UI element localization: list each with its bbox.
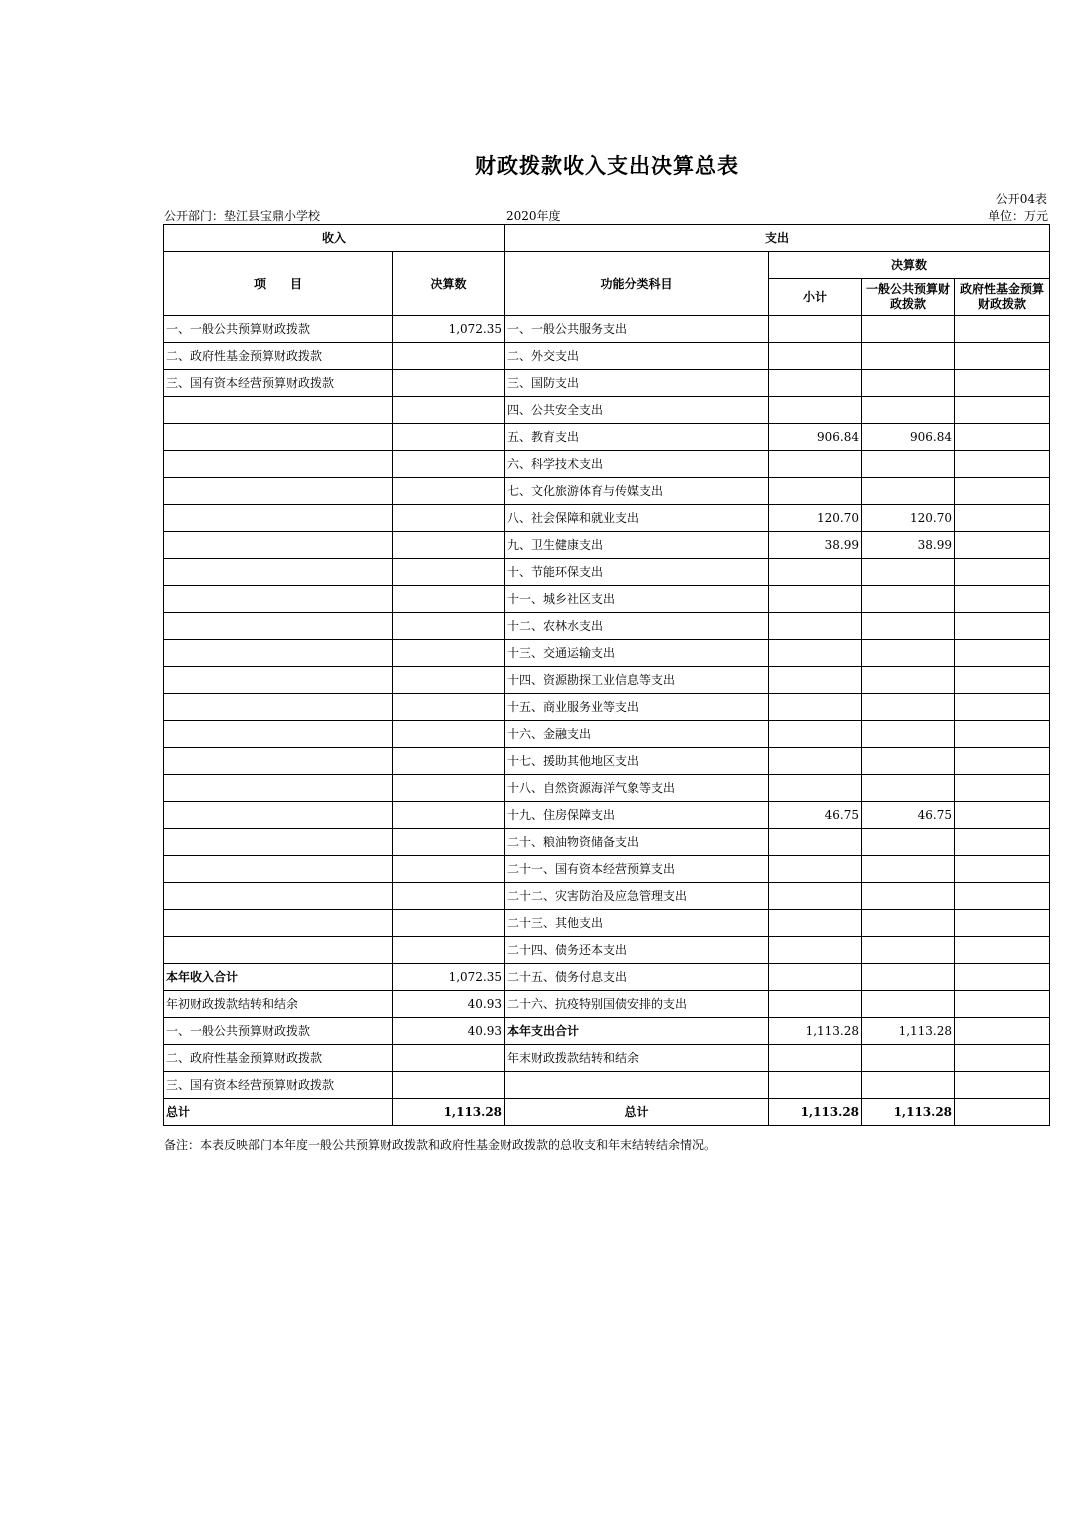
row-amount: [393, 748, 505, 775]
row-general: [862, 586, 955, 613]
row-amount: [393, 370, 505, 397]
table-code: 公开04表: [995, 192, 1047, 206]
row-subtotal: [769, 667, 862, 694]
row-fund: [955, 505, 1050, 532]
finance-table: [163, 224, 1050, 1126]
row-category: 八、社会保障和就业支出: [505, 505, 769, 532]
total-category: 总计: [505, 1099, 769, 1126]
row-subtotal: [769, 748, 862, 775]
row-fund: [955, 694, 1050, 721]
row-category: 十一、城乡社区支出: [505, 586, 769, 613]
row-fund: [955, 478, 1050, 505]
row-item: [164, 694, 393, 721]
table-row: [164, 478, 1050, 505]
row-item: [164, 937, 393, 964]
row-item: [164, 532, 393, 559]
row-item: 三、国有资本经营预算财政拨款: [164, 370, 393, 397]
row-category: 十七、援助其他地区支出: [505, 748, 769, 775]
table-row: [164, 910, 1050, 937]
row-subtotal: [769, 883, 862, 910]
row-general: [862, 478, 955, 505]
row-category: 二十六、抗疫特别国债安排的支出: [505, 991, 769, 1018]
row-subtotal: [769, 343, 862, 370]
row-category: 本年支出合计: [505, 1018, 769, 1045]
row-general: [862, 559, 955, 586]
row-item: 三、国有资本经营预算财政拨款: [164, 1072, 393, 1099]
row-category: 三、国防支出: [505, 370, 769, 397]
row-fund: [955, 883, 1050, 910]
row-general: [862, 991, 955, 1018]
table-row: [164, 748, 1050, 775]
expense-header: 支出: [505, 225, 1050, 252]
row-fund: [955, 613, 1050, 640]
total-fund: [955, 1099, 1050, 1126]
row-general: [862, 856, 955, 883]
row-general: [862, 694, 955, 721]
row-item: [164, 775, 393, 802]
row-category: 一、一般公共服务支出: [505, 316, 769, 343]
row-category: 二十三、其他支出: [505, 910, 769, 937]
row-fund: [955, 748, 1050, 775]
row-item: 二、政府性基金预算财政拨款: [164, 343, 393, 370]
row-item: [164, 883, 393, 910]
table-row: [164, 505, 1050, 532]
table-row: [164, 802, 1050, 829]
row-fund: [955, 586, 1050, 613]
row-general: [862, 397, 955, 424]
row-category: 四、公共安全支出: [505, 397, 769, 424]
row-fund: [955, 451, 1050, 478]
row-general: [862, 451, 955, 478]
row-fund: [955, 802, 1050, 829]
row-amount: 40.93: [393, 1018, 505, 1045]
row-amount: [393, 856, 505, 883]
row-subtotal: [769, 775, 862, 802]
row-fund: [955, 1072, 1050, 1099]
row-subtotal: [769, 451, 862, 478]
row-item: [164, 667, 393, 694]
row-category: 二十二、灾害防治及应急管理支出: [505, 883, 769, 910]
row-fund: [955, 964, 1050, 991]
row-general: 1,113.28: [862, 1018, 955, 1045]
row-item: [164, 748, 393, 775]
row-amount: [393, 721, 505, 748]
table-row: [164, 613, 1050, 640]
table-row: [164, 397, 1050, 424]
row-fund: [955, 721, 1050, 748]
row-amount: 1,072.35: [393, 964, 505, 991]
row-amount: [393, 883, 505, 910]
row-amount: [393, 640, 505, 667]
row-item: 年初财政拨款结转和结余: [164, 991, 393, 1018]
row-subtotal: [769, 721, 862, 748]
row-amount: [393, 559, 505, 586]
row-amount: [393, 1072, 505, 1099]
table-row: [164, 316, 1050, 343]
item-header: 项 目: [164, 252, 393, 316]
total-item: 总计: [164, 1099, 393, 1126]
row-item: 本年收入合计: [164, 964, 393, 991]
row-general: [862, 613, 955, 640]
row-amount: [393, 397, 505, 424]
row-category: 十三、交通运输支出: [505, 640, 769, 667]
subtotal-header: 小计: [769, 279, 862, 316]
row-item: [164, 910, 393, 937]
table-row: [164, 667, 1050, 694]
row-category: 二十、粮油物资储备支出: [505, 829, 769, 856]
row-category: 五、教育支出: [505, 424, 769, 451]
row-subtotal: [769, 640, 862, 667]
row-general: [862, 343, 955, 370]
row-subtotal: [769, 586, 862, 613]
row-category: [505, 1072, 769, 1099]
row-amount: [393, 451, 505, 478]
row-fund: [955, 829, 1050, 856]
row-subtotal: [769, 964, 862, 991]
row-fund: [955, 424, 1050, 451]
row-general: 46.75: [862, 802, 955, 829]
row-subtotal: [769, 559, 862, 586]
unit-label: 单位：万元: [987, 209, 1048, 223]
row-general: [862, 1072, 955, 1099]
footnote: 备注：本表反映部门本年度一般公共预算财政拨款和政府性基金财政拨款的总收支和年末结转结余情况。: [164, 1138, 717, 1152]
row-category: 六、科学技术支出: [505, 451, 769, 478]
row-amount: [393, 532, 505, 559]
row-category: 十二、农林水支出: [505, 613, 769, 640]
table-row: [164, 991, 1050, 1018]
table-row: [164, 586, 1050, 613]
row-category: 七、文化旅游体育与传媒支出: [505, 478, 769, 505]
row-item: [164, 802, 393, 829]
row-general: [862, 640, 955, 667]
row-item: [164, 640, 393, 667]
row-subtotal: [769, 856, 862, 883]
row-general: [862, 667, 955, 694]
row-category: 十四、资源勘探工业信息等支出: [505, 667, 769, 694]
table-row: [164, 451, 1050, 478]
total-general: 1,113.28: [862, 1099, 955, 1126]
category-header: 功能分类科目: [505, 252, 769, 316]
row-category: 二、外交支出: [505, 343, 769, 370]
department-label: 公开部门：垫江县宝鼎小学校: [164, 209, 321, 223]
row-subtotal: 120.70: [769, 505, 862, 532]
table-row: [164, 937, 1050, 964]
table-row: [164, 856, 1050, 883]
row-amount: [393, 424, 505, 451]
row-category: 二十四、债务还本支出: [505, 937, 769, 964]
table-row: [164, 775, 1050, 802]
row-item: [164, 856, 393, 883]
table-row: [164, 964, 1050, 991]
row-item: [164, 424, 393, 451]
row-item: [164, 613, 393, 640]
row-subtotal: [769, 1045, 862, 1072]
row-amount: [393, 802, 505, 829]
row-fund: [955, 343, 1050, 370]
row-fund: [955, 640, 1050, 667]
row-category: 十五、商业服务业等支出: [505, 694, 769, 721]
row-general: 906.84: [862, 424, 955, 451]
row-subtotal: 906.84: [769, 424, 862, 451]
row-general: 38.99: [862, 532, 955, 559]
row-subtotal: [769, 370, 862, 397]
row-subtotal: [769, 397, 862, 424]
header-row-1: [164, 225, 1050, 252]
table-row: [164, 694, 1050, 721]
row-category: 二十五、债务付息支出: [505, 964, 769, 991]
row-amount: [393, 829, 505, 856]
row-category: 年末财政拨款结转和结余: [505, 1045, 769, 1072]
total-subtotal: 1,113.28: [769, 1099, 862, 1126]
row-item: [164, 721, 393, 748]
row-subtotal: 1,113.28: [769, 1018, 862, 1045]
table-row: [164, 532, 1050, 559]
row-general: [862, 829, 955, 856]
amount-header: 决算数: [393, 252, 505, 316]
table-body: [164, 316, 1050, 1099]
header-row-2: [164, 252, 1050, 279]
row-fund: [955, 856, 1050, 883]
table-row: [164, 640, 1050, 667]
row-item: [164, 505, 393, 532]
table-row: [164, 1072, 1050, 1099]
table-row: [164, 721, 1050, 748]
row-amount: [393, 694, 505, 721]
table-row: [164, 559, 1050, 586]
row-subtotal: [769, 829, 862, 856]
row-amount: 1,072.35: [393, 316, 505, 343]
row-category: 十八、自然资源海洋气象等支出: [505, 775, 769, 802]
table-row: [164, 343, 1050, 370]
row-fund: [955, 370, 1050, 397]
row-item: [164, 478, 393, 505]
general-budget-header: 一般公共预算财政拨款: [862, 279, 955, 316]
row-fund: [955, 559, 1050, 586]
table-row: [164, 883, 1050, 910]
row-general: [862, 721, 955, 748]
table-row: [164, 424, 1050, 451]
row-fund: [955, 775, 1050, 802]
row-fund: [955, 937, 1050, 964]
row-amount: [393, 586, 505, 613]
row-subtotal: [769, 694, 862, 721]
row-amount: [393, 478, 505, 505]
row-amount: [393, 667, 505, 694]
table-row: [164, 1018, 1050, 1045]
row-item: 二、政府性基金预算财政拨款: [164, 1045, 393, 1072]
row-general: [862, 964, 955, 991]
row-general: [862, 748, 955, 775]
row-general: [862, 316, 955, 343]
row-general: [862, 910, 955, 937]
row-amount: [393, 613, 505, 640]
row-subtotal: 38.99: [769, 532, 862, 559]
row-general: 120.70: [862, 505, 955, 532]
row-amount: [393, 1045, 505, 1072]
row-fund: [955, 991, 1050, 1018]
table-row: [164, 829, 1050, 856]
row-subtotal: [769, 991, 862, 1018]
row-subtotal: [769, 937, 862, 964]
row-item: [164, 586, 393, 613]
row-category: 二十一、国有资本经营预算支出: [505, 856, 769, 883]
row-fund: [955, 1045, 1050, 1072]
row-amount: [393, 910, 505, 937]
row-fund: [955, 316, 1050, 343]
row-general: [862, 370, 955, 397]
row-general: [862, 937, 955, 964]
table-row: [164, 370, 1050, 397]
meta-row: [164, 207, 1048, 223]
row-amount: 40.93: [393, 991, 505, 1018]
final-amount-header: 决算数: [769, 252, 1050, 279]
row-item: [164, 829, 393, 856]
row-amount: [393, 775, 505, 802]
row-amount: [393, 505, 505, 532]
page-title: 财政拨款收入支出决算总表: [475, 153, 739, 178]
row-category: 十九、住房保障支出: [505, 802, 769, 829]
row-category: 十六、金融支出: [505, 721, 769, 748]
row-item: 一、一般公共预算财政拨款: [164, 1018, 393, 1045]
year-label: 2020年度: [506, 209, 561, 223]
row-fund: [955, 397, 1050, 424]
row-general: [862, 775, 955, 802]
row-subtotal: [769, 316, 862, 343]
total-amount: 1,113.28: [393, 1099, 505, 1126]
row-item: [164, 451, 393, 478]
row-subtotal: [769, 910, 862, 937]
row-amount: [393, 343, 505, 370]
row-general: [862, 1045, 955, 1072]
row-item: 一、一般公共预算财政拨款: [164, 316, 393, 343]
row-fund: [955, 532, 1050, 559]
row-amount: [393, 937, 505, 964]
row-item: [164, 559, 393, 586]
row-general: [862, 883, 955, 910]
row-fund: [955, 1018, 1050, 1045]
row-subtotal: 46.75: [769, 802, 862, 829]
gov-fund-header: 政府性基金预算财政拨款: [955, 279, 1050, 316]
row-category: 十、节能环保支出: [505, 559, 769, 586]
row-fund: [955, 910, 1050, 937]
income-header: 收入: [164, 225, 505, 252]
row-category: 九、卫生健康支出: [505, 532, 769, 559]
row-subtotal: [769, 478, 862, 505]
row-item: [164, 397, 393, 424]
row-subtotal: [769, 1072, 862, 1099]
row-subtotal: [769, 613, 862, 640]
table-row: [164, 1045, 1050, 1072]
total-row: [164, 1099, 1050, 1126]
row-fund: [955, 667, 1050, 694]
